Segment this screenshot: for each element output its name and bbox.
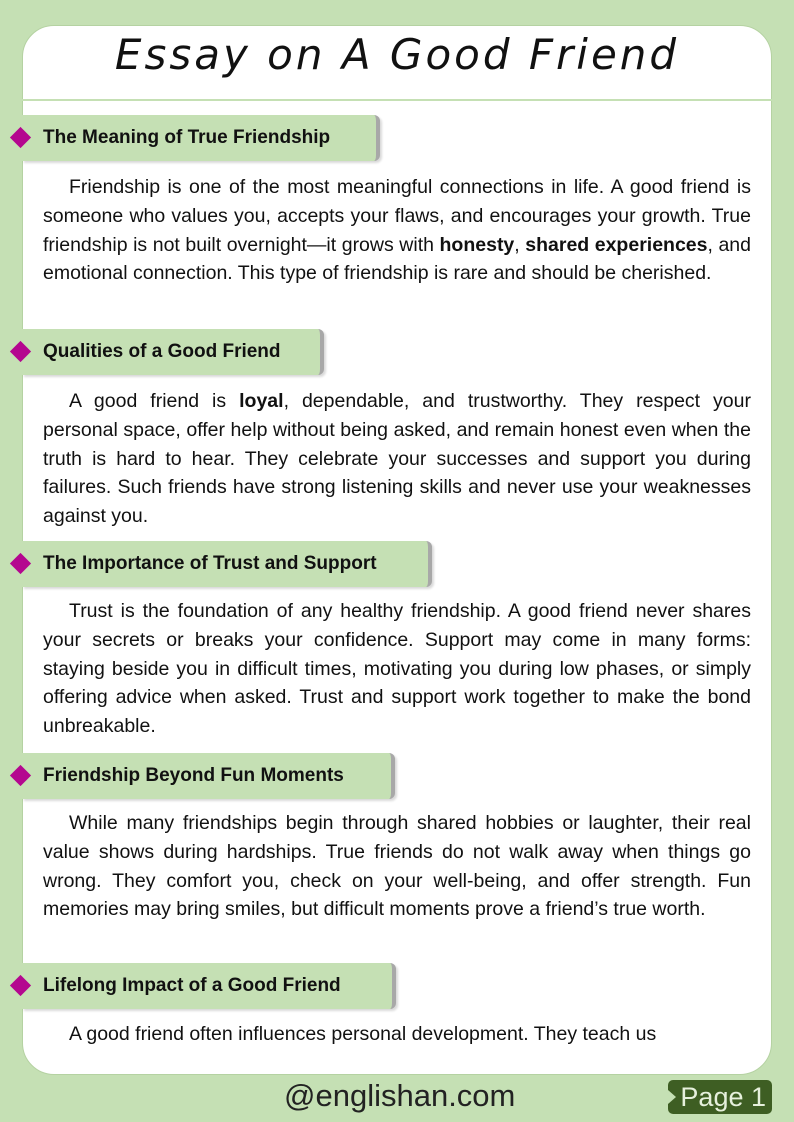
page-number-badge: [668, 1080, 772, 1114]
section-paragraph: [43, 1020, 751, 1049]
paragraph-text: Trust is the foundation of any healthy friendship. A good friend never shares your secrets or breaks your confidence. Support may come in many forms: staying beside you in difficult times, motivating you during low phases, or simply offering advice when asked. Trust and support work together to make the bond unbreakable.: [43, 600, 751, 738]
arrow-icon: [668, 1090, 676, 1104]
section-paragraph: [43, 387, 751, 531]
bold-text: honesty: [439, 233, 515, 256]
section-heading: [22, 115, 380, 161]
section-heading-text: The Meaning of True Friendship: [43, 127, 331, 148]
page-number: Page 1: [680, 1081, 766, 1112]
bold-text: shared experiences: [525, 233, 708, 256]
section-heading-text: Lifelong Impact of a Good Friend: [43, 975, 341, 996]
section-heading: [22, 329, 324, 375]
section-heading: [22, 753, 395, 799]
section-heading-text: The Importance of Trust and Support: [43, 553, 377, 574]
paragraph-text: A good friend is: [69, 390, 240, 412]
page-title: Essay on A Good Friend: [114, 30, 680, 79]
paragraph-text: , dependable, and trustworthy. They respect your personal space, offer help without being asked, and remain honest even when the truth is hard to hear. They celebrate your successes and support you during failures. Such friends have strong listening skills and never use your weaknesses against you.: [43, 390, 751, 528]
paragraph-text: ,: [514, 233, 526, 256]
section-heading: [22, 963, 396, 1009]
bold-text: loyal: [239, 390, 284, 412]
diamond-bullet-icon: [10, 765, 31, 786]
section-paragraph: [43, 597, 751, 741]
section-paragraph: [43, 173, 751, 288]
section-heading: [22, 541, 432, 587]
paragraph-text: A good friend often influences personal development. They teach us: [69, 1023, 657, 1045]
section-paragraph: [43, 809, 751, 924]
paragraph-text: Friendship is one of the most meaningful connections in life. A good friend is someone who values you, accepts your flaws, and encourages your growth. True friendship is not built overnight—it grows with: [43, 176, 751, 256]
section-heading-text: Qualities of a Good Friend: [43, 341, 281, 362]
paragraph-text: While many friendships begin through shared hobbies or laughter, their real value shows during hardships. True friends do not walk away when things go wrong. They comfort you, check on your well-being, and offer strength. Fun memories may bring smiles, but difficult moments prove a friend’s true worth.: [43, 812, 751, 921]
title-divider: [22, 99, 772, 101]
diamond-bullet-icon: [10, 553, 31, 574]
diamond-bullet-icon: [10, 341, 31, 362]
paragraph-text: , and emotional connection. This type of friendship is rare and should be cherished.: [43, 233, 752, 285]
section-heading-text: Friendship Beyond Fun Moments: [43, 765, 344, 786]
diamond-bullet-icon: [10, 975, 31, 996]
website-credit: @englishan.com: [284, 1078, 516, 1113]
diamond-bullet-icon: [10, 127, 31, 148]
